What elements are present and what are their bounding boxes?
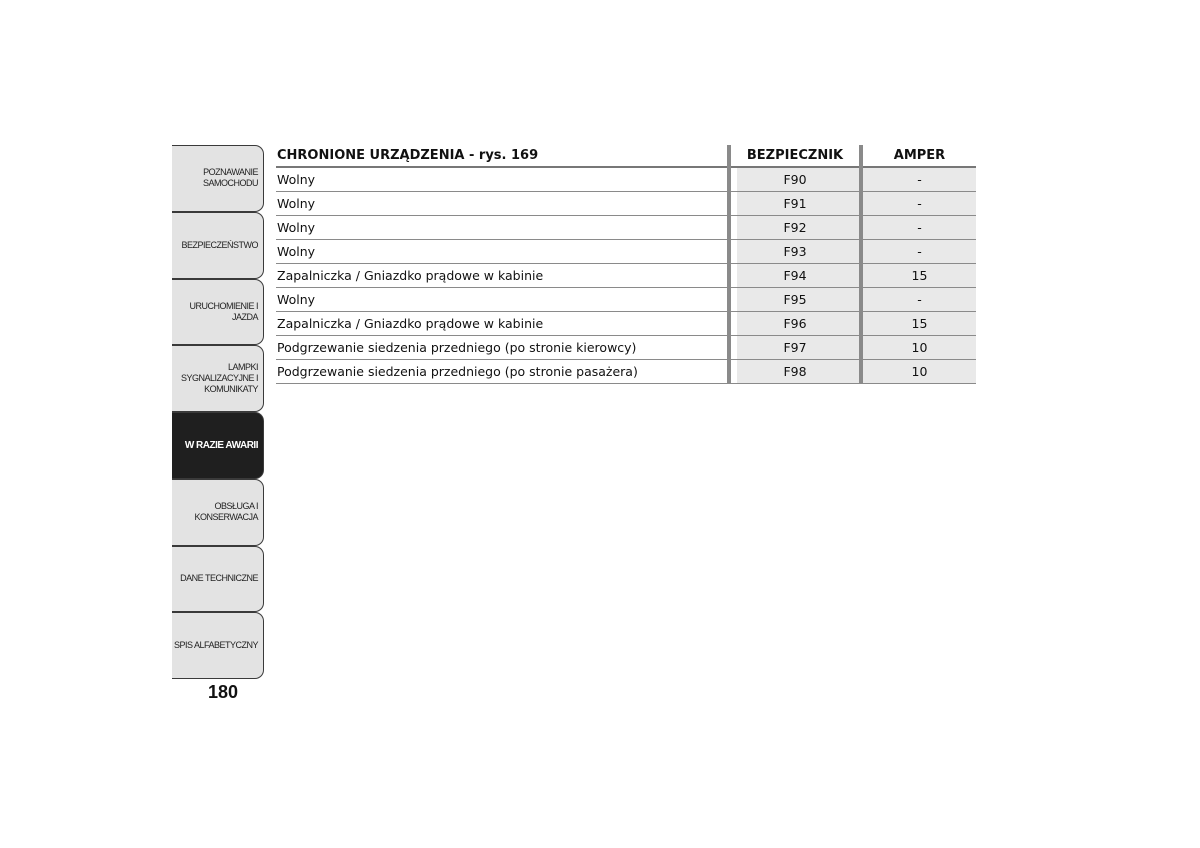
amp-cell: 10 bbox=[861, 360, 976, 384]
tab-obsluga-i-konserwacja[interactable]: OBSŁUGA I KONSERWACJA bbox=[172, 479, 264, 546]
header-fuse: BEZPIECZNIK bbox=[729, 145, 861, 167]
device-cell: Wolny bbox=[276, 240, 729, 264]
table-row bbox=[276, 240, 976, 264]
header-amper: AMPER bbox=[861, 145, 976, 167]
amp-cell: - bbox=[861, 216, 976, 240]
table-row bbox=[276, 167, 976, 192]
amp-cell: - bbox=[861, 167, 976, 192]
device-cell: Podgrzewanie siedzenia przedniego (po stronie kierowcy) bbox=[276, 336, 729, 360]
fuse-cell: F97 bbox=[729, 336, 861, 360]
amp-cell: 15 bbox=[861, 264, 976, 288]
device-cell: Wolny bbox=[276, 192, 729, 216]
table-row bbox=[276, 192, 976, 216]
tab-spis-alfabetyczny[interactable]: SPIS ALFABETYCZNY bbox=[172, 612, 264, 679]
tab-bezpieczenstwo[interactable]: BEZPIECZEŃSTWO bbox=[172, 212, 264, 279]
tab-uruchomienie-i-jazda[interactable]: URUCHOMIENIE I JAZDA bbox=[172, 279, 264, 346]
table-header-row bbox=[276, 145, 976, 167]
tab-poznawanie-samochodu[interactable]: POZNAWANIE SAMOCHODU bbox=[172, 145, 264, 212]
amp-cell: - bbox=[861, 240, 976, 264]
fuse-cell: F91 bbox=[729, 192, 861, 216]
fuse-cell: F90 bbox=[729, 167, 861, 192]
fuse-cell: F98 bbox=[729, 360, 861, 384]
chapter-tabs bbox=[172, 145, 264, 679]
device-cell: Wolny bbox=[276, 167, 729, 192]
page-number: 180 bbox=[208, 682, 239, 702]
device-cell: Zapalniczka / Gniazdko prądowe w kabinie bbox=[276, 312, 729, 336]
table-row bbox=[276, 360, 976, 384]
table-row bbox=[276, 216, 976, 240]
fuse-cell: F94 bbox=[729, 264, 861, 288]
device-cell: Podgrzewanie siedzenia przedniego (po stronie pasażera) bbox=[276, 360, 729, 384]
fuse-table bbox=[276, 145, 976, 384]
fuse-cell: F93 bbox=[729, 240, 861, 264]
amp-cell: - bbox=[861, 192, 976, 216]
device-cell: Wolny bbox=[276, 216, 729, 240]
device-cell: Zapalniczka / Gniazdko prądowe w kabinie bbox=[276, 264, 729, 288]
table-row bbox=[276, 288, 976, 312]
amp-cell: - bbox=[861, 288, 976, 312]
table-row bbox=[276, 264, 976, 288]
header-protected-devices: CHRONIONE URZĄDZENIA - rys. 169 bbox=[276, 145, 729, 167]
table-row bbox=[276, 312, 976, 336]
device-cell: Wolny bbox=[276, 288, 729, 312]
amp-cell: 10 bbox=[861, 336, 976, 360]
fuse-cell: F96 bbox=[729, 312, 861, 336]
amp-cell: 15 bbox=[861, 312, 976, 336]
table-row bbox=[276, 336, 976, 360]
tab-dane-techniczne[interactable]: DANE TECHNICZNE bbox=[172, 546, 264, 613]
fuse-cell: F92 bbox=[729, 216, 861, 240]
tab-w-razie-awarii[interactable]: W RAZIE AWARII bbox=[172, 412, 264, 479]
fuse-cell: F95 bbox=[729, 288, 861, 312]
tab-lampki-sygnalizacyjne[interactable]: LAMPKI SYGNALIZACYJNE I KOMUNIKATY bbox=[172, 345, 264, 412]
